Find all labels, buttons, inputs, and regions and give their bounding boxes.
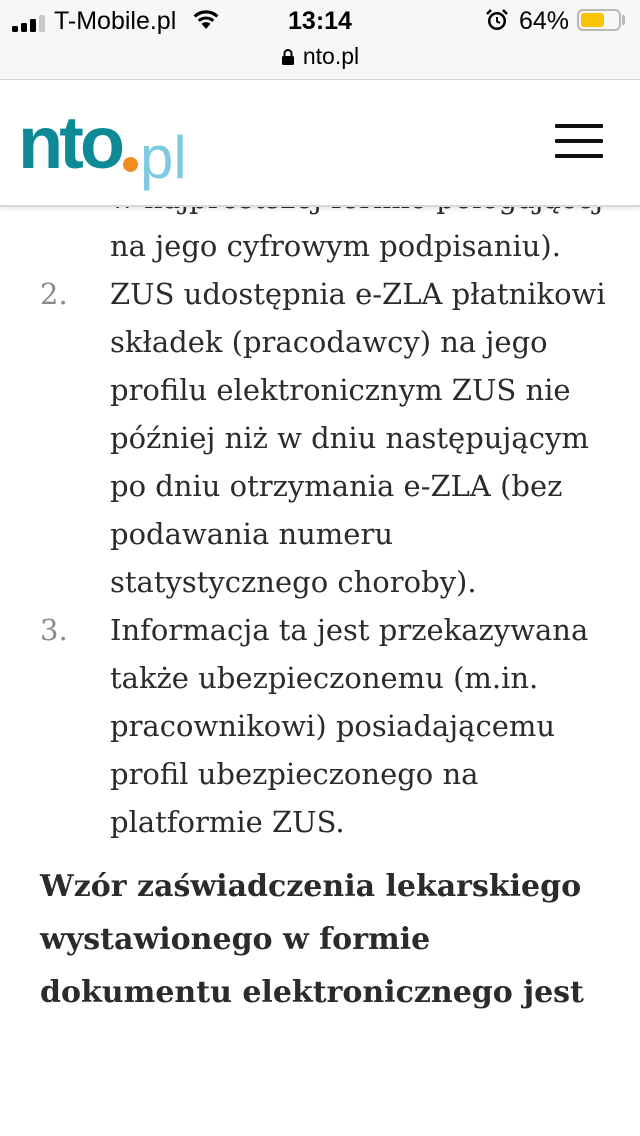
list-item [0,606,640,846]
site-header [0,80,640,207]
list-item-text: na jego cyfrowym podpisaniu). [110,229,561,263]
address-bar[interactable] [0,40,640,72]
logo-main-text: nto [18,101,122,184]
site-logo[interactable] [18,98,187,191]
battery-icon [577,9,621,31]
battery-level [581,13,604,27]
hamburger-menu-icon[interactable] [545,118,607,164]
list-item-text: ZUS udostępnia e-ZLA płatnikowi składek (pracodawcy) na jego profilu elektronicznym ZUS nie później niż w dniu następującym po dniu otrzymania e-ZLA (bez podawania numeru statystycznego choroby). [110,277,606,599]
status-bar [0,0,640,80]
list-item [0,270,640,606]
url-text: nto.pl [302,43,360,69]
list-item-text: Informacja ta jest przekazywana także ubezpieczonemu (m.in. pracownikowi) posiadającemu profil ubezpieczonego na platformie ZUS. [110,613,589,839]
clock: 13:14 [288,7,352,35]
list-item-number: 3. [40,613,68,647]
logo-tld-text: pl [140,124,187,191]
battery-percent: 64% [519,7,570,35]
list-item-number: 2. [40,277,68,311]
section-heading: Wzór zaświadczenia lekarskiego wystawionego w formie dokumentu elektronicznego jest [40,869,584,1010]
alarm-icon [485,8,509,32]
lock-icon [281,48,295,66]
logo-dot [123,157,138,172]
battery-nub [622,15,625,25]
article-body [0,207,640,1136]
carrier-name: T-Mobile.pl [54,7,177,35]
